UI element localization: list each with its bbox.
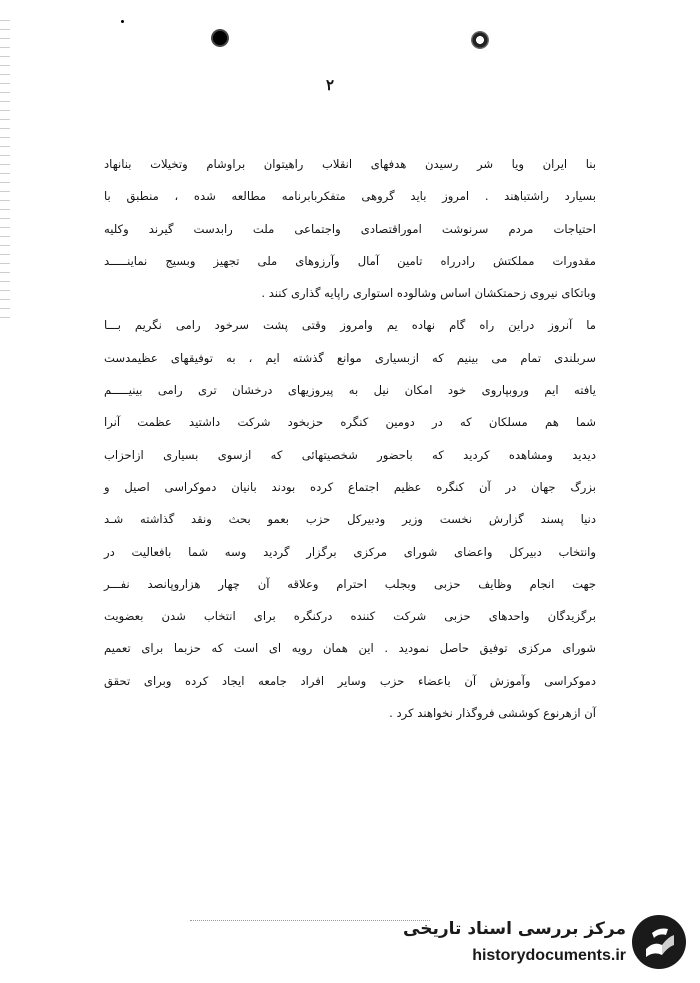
ink-dot — [121, 20, 124, 23]
punch-hole-left — [211, 29, 229, 47]
text-line: مقدورات مملکتش رادرراه تامین آمال وآرزوهای ملی تجهیز وبسیج نماینـــــد — [104, 253, 596, 268]
text-line: وباتکای نیروی زحمتکشان اساس وشالوده استواری راپایه گذاری کنند . — [261, 286, 596, 301]
book-logo-icon — [632, 915, 686, 969]
text-line: آن ازهرنوع کوششی فروگذار نخواهند کرد . — [389, 706, 596, 721]
text-line: بسیارد راشتباهند . امروز باید گروهی متفکربابرنامه مطالعه شده ، منطبق با — [104, 189, 596, 204]
watermark-title: مرکز بررسی اسناد تاریخی — [403, 919, 626, 939]
text-line: شورای مرکزی توفیق حاصل نمودید . این همان رویه ای است که حزبما برای تعمیم — [104, 641, 596, 656]
text-line: جهت انجام وظایف حزبی وبجلب احترام وعلاقه آن چهار هزاروپانصد نفـــر — [104, 576, 596, 591]
text-line: ما آنروز دراین راه گام نهاده یم وامروز وقتی پشت سرخود رامی نگریم بـــا — [104, 318, 596, 333]
text-line: یافته ایم وروبپاروی خود امکان نیل به پیروزیهای درخشان تری رامی بینیـــــم — [104, 383, 596, 398]
text-line: دموکراسی وآموزش آن باعضاء حزب وسایر افراد جامعه ایجاد کرده وبرای تحقق — [104, 673, 596, 688]
text-line: بزرگ جهان در آن کنگره عظیم اجتماع کرده بودند بانیان دموکراسی اصیل و — [104, 479, 596, 494]
page-number: ٢ — [325, 76, 335, 94]
punch-hole-right — [471, 31, 489, 49]
body-text — [104, 148, 596, 729]
watermark — [403, 913, 692, 973]
text-line: دیدید ومشاهده کردید که باحضور شخصیتهائی که ازسوی بسیاری ازاحزاب — [104, 447, 596, 462]
text-line: وانتخاب دبیرکل واعضای شورای مرکزی برگزار گردید وسه شما بافعالیت در — [104, 544, 596, 559]
text-line: شما هم مسلکان که در دومین کنگره حزبخود شرکت داشتید عظمت آنرا — [104, 415, 596, 430]
watermark-url: historydocuments.ir — [472, 947, 626, 964]
text-line: احتیاجات مردم سرنوشت اموراقتصادی واجتماعی ملت رابدست گیرند وکلیه — [104, 221, 596, 236]
text-line: بنا ایران ویا شر رسیدن هدفهای انقلاب راهیتوان براوشام وتخیلات بنانهاد — [104, 157, 596, 171]
text-line: برگزیدگان واحدهای حزبی شرکت کننده درکنگره برای انتخاب شدن بعضویت — [104, 609, 596, 624]
footer-dotted-rule — [190, 920, 430, 921]
text-line: دنیا پسند گزارش نخست وزیر ودبیرکل حزب بعمو بحث ونقد گذاشته شـد — [104, 512, 596, 527]
binding-edge — [0, 20, 10, 320]
text-line: سربلندی تمام می بینیم که ازبسیاری موانع گذشته ایم ، به توفیقهای عظیمدست — [104, 350, 596, 365]
